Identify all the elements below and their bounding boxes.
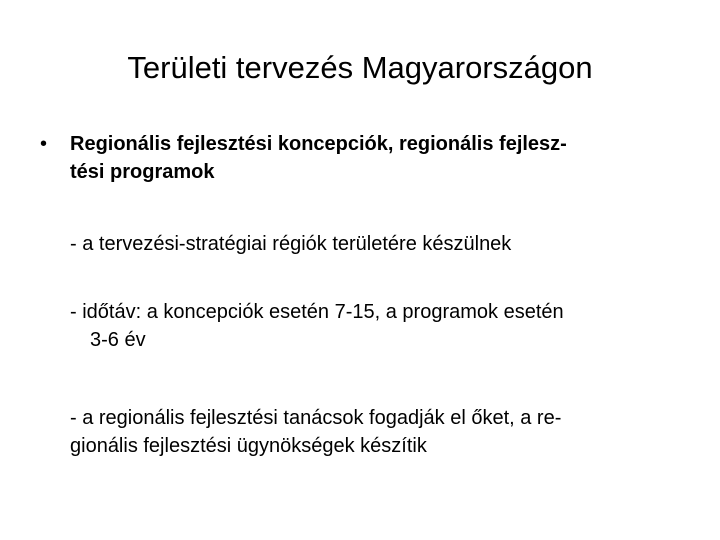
sub-item-adoption-line-2: gionális fejlesztési ügynökségek készítik <box>70 435 427 457</box>
main-bullet-text <box>70 130 690 186</box>
sub-item-regions <box>70 230 690 258</box>
sub-item-regions-line-1: - a tervezési-stratégiai régiók területére készülnek <box>70 233 512 255</box>
main-bullet-line-1: Regionális fejlesztési koncepciók, regionális fejlesz- <box>70 133 567 155</box>
slide-title: Területi tervezés Magyarországon <box>127 50 593 85</box>
main-bullet-line-2: tési programok <box>70 161 215 183</box>
sub-item-adoption-line-1: - a regionális fejlesztési tanácsok fogadják el őket, a re- <box>70 407 562 429</box>
sub-item-timeframe-line-2: 3-6 év <box>90 329 146 351</box>
bullet-marker: • <box>40 133 48 155</box>
sub-item-timeframe <box>70 298 690 354</box>
sub-item-timeframe-line-1: - időtáv: a koncepciók esetén 7-15, a programok esetén <box>70 301 564 323</box>
main-bullet <box>40 130 690 186</box>
sub-item-adoption <box>70 404 690 460</box>
main-bullet-row <box>40 130 690 186</box>
